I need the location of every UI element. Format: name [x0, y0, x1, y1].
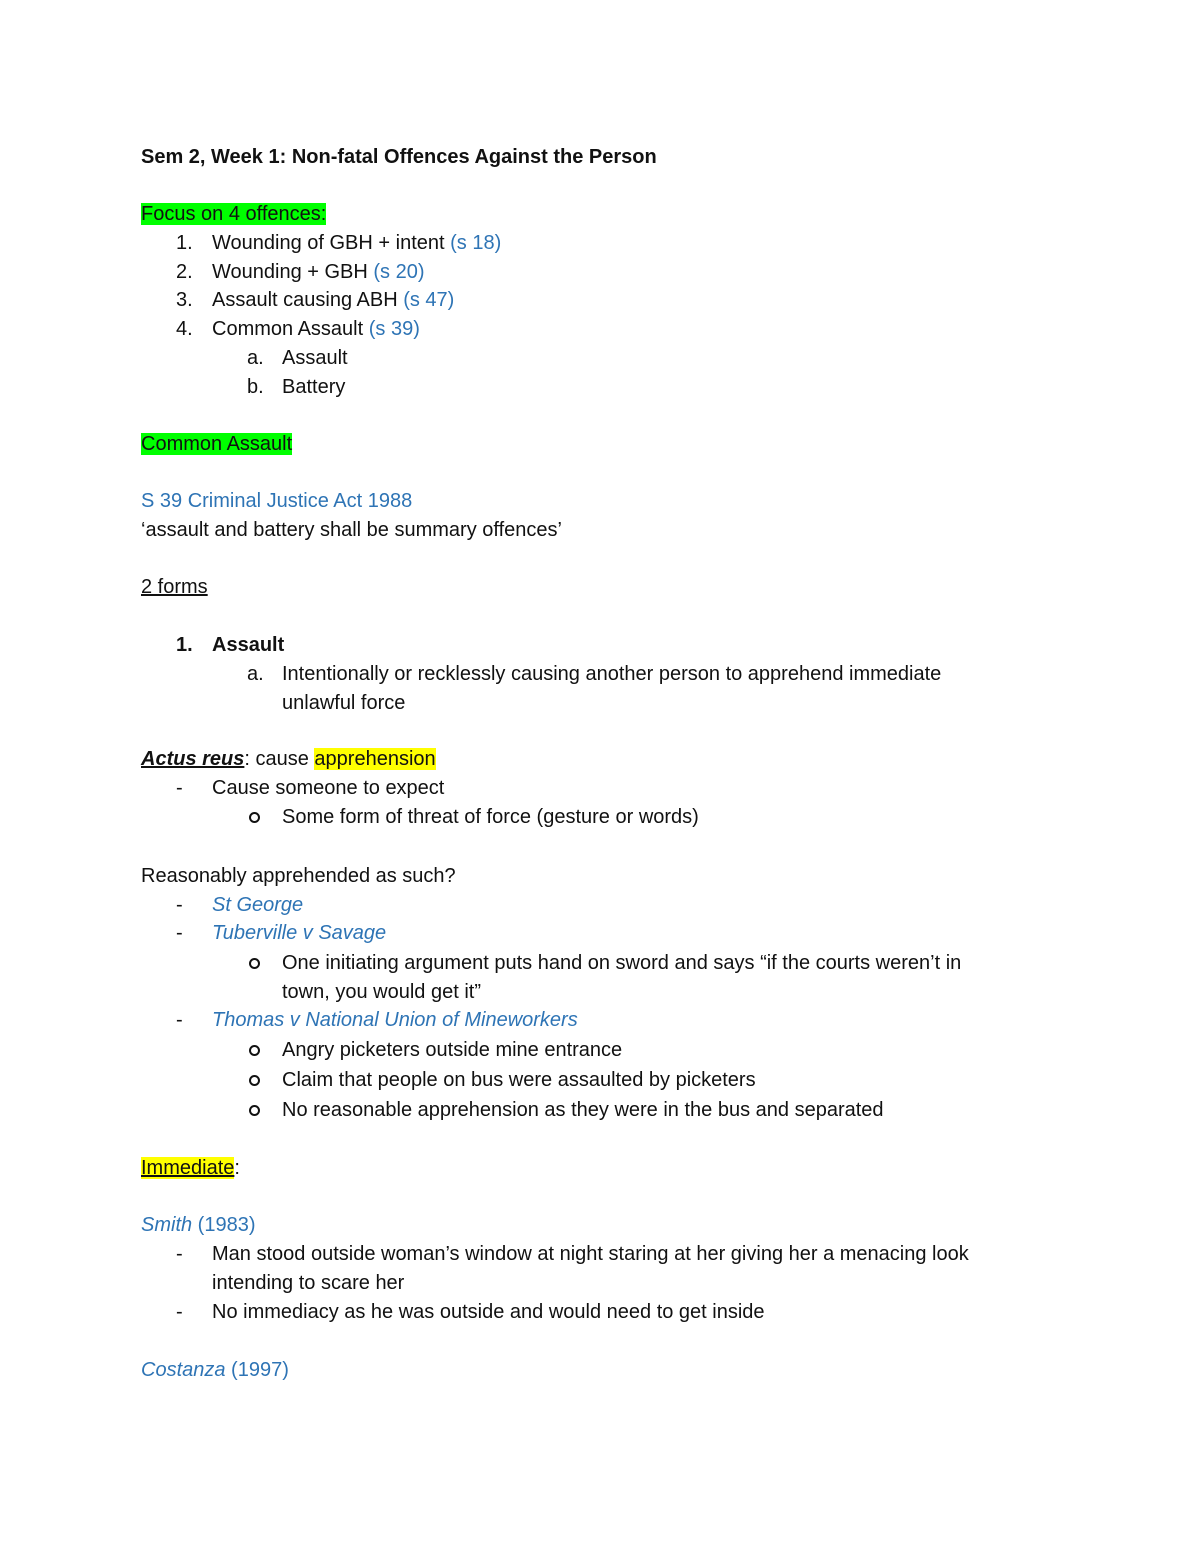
sub-letter: a. [247, 663, 264, 685]
offence-item [212, 287, 454, 313]
actus-reus-line [141, 746, 436, 772]
sub-letter: b. [247, 376, 264, 398]
case-name: Thomas v National Union of Mineworkers [212, 1009, 578, 1031]
offence-section-ref: (s 47) [403, 289, 455, 311]
circle-bullet-icon [249, 958, 260, 969]
immediate-heading-line [141, 1155, 240, 1181]
immediate-heading: Immediate [141, 1157, 235, 1179]
definition-line: Intentionally or recklessly causing another person to apprehend immediate [282, 663, 942, 685]
focus-heading: Focus on 4 offences: [141, 203, 327, 225]
page-title: Sem 2, Week 1: Non-fatal Offences Against the Person [141, 146, 657, 168]
sub-bullet-text: town, you would get it” [282, 981, 481, 1003]
common-assault-heading-line [141, 431, 292, 457]
sub-letter: a. [247, 347, 264, 369]
reasonably-heading: Reasonably apprehended as such? [141, 865, 456, 887]
offence-section-ref: (s 18) [450, 232, 502, 254]
dash-bullet: - [176, 777, 183, 799]
offence-item [212, 259, 425, 285]
form-number: 1. [176, 634, 193, 656]
offence-number: 3. [176, 289, 193, 311]
case-heading [141, 1357, 289, 1383]
apprehension-highlight: apprehension [314, 748, 436, 770]
immediate-colon: : [234, 1157, 240, 1179]
dash-bullet: - [176, 894, 183, 916]
offence-item [212, 316, 420, 342]
form-label: Assault [212, 634, 285, 656]
sub-item: Assault [282, 347, 348, 369]
circle-bullet-icon [249, 1075, 260, 1086]
bullet-text: Cause someone to expect [212, 777, 445, 799]
common-assault-heading: Common Assault [141, 433, 293, 455]
focus-heading-line [141, 201, 326, 227]
actus-reus-text: cause [249, 748, 315, 770]
offence-text: Wounding + GBH [212, 261, 374, 283]
dash-bullet: - [176, 1243, 183, 1265]
offence-number: 4. [176, 318, 193, 340]
circle-bullet-icon [249, 1045, 260, 1056]
offence-text: Common Assault [212, 318, 369, 340]
case-name: Costanza [141, 1359, 226, 1381]
actus-reus-label: Actus reus [141, 748, 245, 770]
forms-heading: 2 forms [141, 576, 208, 598]
dash-bullet: - [176, 922, 183, 944]
offence-text: Assault causing ABH [212, 289, 404, 311]
sub-bullet-text: Claim that people on bus were assaulted by picketers [282, 1069, 756, 1091]
case-year: (1997) [225, 1359, 289, 1381]
case-heading [141, 1212, 256, 1238]
dash-bullet: - [176, 1301, 183, 1323]
sub-item: Battery [282, 376, 346, 398]
case-year: (1983) [192, 1214, 256, 1236]
offence-section-ref: (s 39) [368, 318, 420, 340]
sub-bullet-text: Some form of threat of force (gesture or words) [282, 806, 699, 828]
circle-bullet-icon [249, 812, 260, 823]
case-name: Tuberville v Savage [212, 922, 387, 944]
dash-bullet: - [176, 1009, 183, 1031]
bullet-text: No immediacy as he was outside and would need to get inside [212, 1301, 765, 1323]
definition-line: unlawful force [282, 692, 406, 714]
offence-section-ref: (s 20) [373, 261, 425, 283]
offence-number: 1. [176, 232, 193, 254]
bullet-text: intending to scare her [212, 1272, 405, 1294]
statute-reference: S 39 Criminal Justice Act 1988 [141, 490, 413, 512]
bullet-text: Man stood outside woman’s window at night staring at her giving her a menacing look [212, 1243, 969, 1265]
sub-bullet-text: One initiating argument puts hand on sword and says “if the courts weren’t in [282, 952, 962, 974]
sub-bullet-text: No reasonable apprehension as they were in the bus and separated [282, 1099, 884, 1121]
circle-bullet-icon [249, 1105, 260, 1116]
offence-number: 2. [176, 261, 193, 283]
case-name: Smith [141, 1214, 193, 1236]
offence-text: Wounding of GBH + intent [212, 232, 451, 254]
statute-quote: ‘assault and battery shall be summary offences’ [141, 519, 562, 541]
actus-reus-colon: : [244, 748, 250, 770]
offence-item [212, 230, 501, 256]
case-name: St George [212, 894, 304, 916]
sub-bullet-text: Angry picketers outside mine entrance [282, 1039, 623, 1061]
